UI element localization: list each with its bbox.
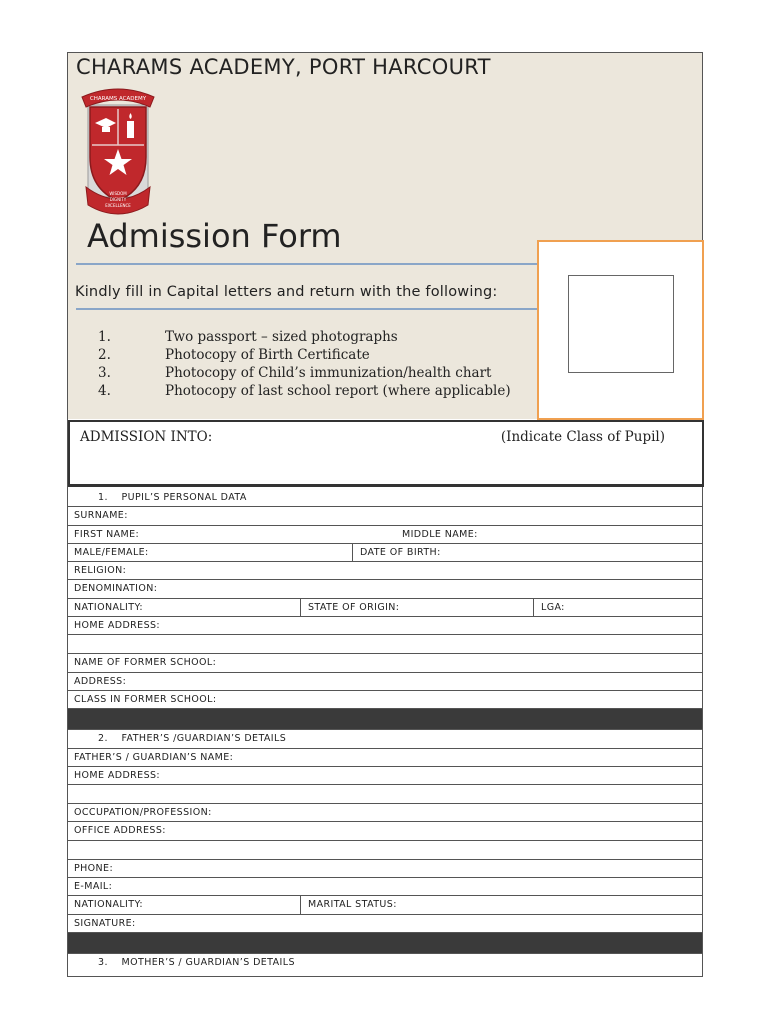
field-label: PHONE:	[74, 862, 114, 874]
section-heading-mother	[68, 954, 702, 972]
home-address-field[interactable]	[68, 617, 702, 635]
father-name-field[interactable]	[68, 749, 702, 767]
section-separator	[68, 709, 702, 730]
sex-dob-row	[68, 544, 702, 562]
middle-name-field[interactable]: MIDDLE NAME:	[402, 528, 478, 540]
field-label: NAME OF FORMER SCHOOL:	[74, 657, 217, 669]
admission-class-note: (Indicate Class of Pupil)	[500, 429, 665, 445]
section-title: 1. PUPIL’S PERSONAL DATA	[98, 492, 247, 503]
signature-field[interactable]	[68, 915, 702, 933]
admission-into-box[interactable]	[68, 420, 704, 487]
crest-motto-2: DIGNITY	[109, 197, 127, 202]
list-item-number: 1.	[98, 329, 111, 345]
phone-field[interactable]	[68, 860, 702, 878]
form-fields-table	[68, 489, 702, 972]
home-address-continuation[interactable]	[68, 635, 702, 654]
instruction-text: Kindly fill in Capital letters and return with the following:	[75, 284, 498, 300]
field-label: ADDRESS:	[74, 675, 127, 687]
admission-into-label: ADMISSION INTO:	[80, 429, 213, 445]
field-label: DENOMINATION:	[74, 583, 158, 595]
list-item-text: Photocopy of Child’s immunization/health chart	[165, 365, 492, 381]
email-field[interactable]	[68, 878, 702, 896]
crest-motto-1: WISDOM	[109, 191, 127, 196]
first-name-field[interactable]: FIRST NAME:	[74, 528, 140, 540]
lga-field[interactable]: LGA:	[541, 601, 565, 613]
list-item-number: 2.	[98, 347, 111, 363]
instruction-rule	[76, 308, 538, 310]
father-home-address-continuation[interactable]	[68, 785, 702, 804]
field-label: OFFICE ADDRESS:	[74, 825, 166, 837]
crest-motto-3: EXCELLENCE	[105, 203, 131, 208]
nationality-field[interactable]: NATIONALITY:	[74, 601, 143, 613]
former-school-address-field[interactable]	[68, 673, 702, 691]
field-label: CLASS IN FORMER SCHOOL:	[74, 693, 217, 705]
school-crest-icon	[78, 83, 158, 219]
list-item-text: Photocopy of last school report (where applicable)	[165, 383, 511, 399]
column-divider	[352, 544, 353, 561]
office-address-field[interactable]	[68, 822, 702, 840]
religion-field[interactable]	[68, 562, 702, 580]
title-rule	[76, 263, 538, 265]
crest-top-text: CHARAMS ACADEMY	[89, 96, 147, 102]
surname-field[interactable]	[68, 507, 702, 525]
father-nationality-field[interactable]: NATIONALITY:	[74, 899, 143, 911]
section-heading-pupil	[68, 489, 702, 507]
school-name: CHARAMS ACADEMY, PORT HARCOURT	[76, 55, 491, 79]
list-item-text: Photocopy of Birth Certificate	[165, 347, 370, 363]
field-label: OCCUPATION/PROFESSION:	[74, 807, 212, 819]
field-label: HOME ADDRESS:	[74, 769, 161, 781]
field-label: SURNAME:	[74, 510, 128, 522]
list-item-number: 3.	[98, 365, 111, 381]
section-title: 3. MOTHER’S / GUARDIAN’S DETAILS	[98, 956, 295, 968]
list-item-text: Two passport – sized photographs	[165, 329, 398, 345]
list-item-number: 4.	[98, 383, 111, 399]
form-title: Admission Form	[87, 217, 342, 255]
admission-form-sheet	[67, 52, 703, 977]
origin-row	[68, 599, 702, 617]
former-class-field[interactable]	[68, 691, 702, 709]
denomination-field[interactable]	[68, 580, 702, 598]
occupation-field[interactable]	[68, 804, 702, 822]
father-nationality-row	[68, 896, 702, 914]
field-label: HOME ADDRESS:	[74, 620, 161, 632]
column-divider	[300, 599, 301, 616]
sex-field[interactable]: MALE/FEMALE:	[74, 546, 149, 558]
passport-photo-placeholder[interactable]	[568, 275, 674, 373]
name-row	[68, 526, 702, 544]
field-label: RELIGION:	[74, 565, 127, 577]
office-address-continuation[interactable]	[68, 841, 702, 860]
field-label: FATHER’S / GUARDIAN’S NAME:	[74, 751, 234, 763]
father-home-address-field[interactable]	[68, 767, 702, 785]
field-label: SIGNATURE:	[74, 917, 136, 929]
section-separator	[68, 933, 702, 954]
column-divider	[300, 896, 301, 913]
section-heading-father	[68, 730, 702, 748]
section-title: 2. FATHER’S /GUARDIAN’S DETAILS	[98, 733, 287, 745]
column-divider	[533, 599, 534, 616]
passport-photo-area[interactable]	[537, 240, 704, 420]
dob-field[interactable]: DATE OF BIRTH:	[360, 546, 441, 558]
state-of-origin-field[interactable]: STATE OF ORIGIN:	[308, 601, 400, 613]
marital-status-field[interactable]: MARITAL STATUS:	[308, 899, 397, 911]
former-school-field[interactable]	[68, 654, 702, 672]
field-label: E-MAIL:	[74, 881, 113, 893]
